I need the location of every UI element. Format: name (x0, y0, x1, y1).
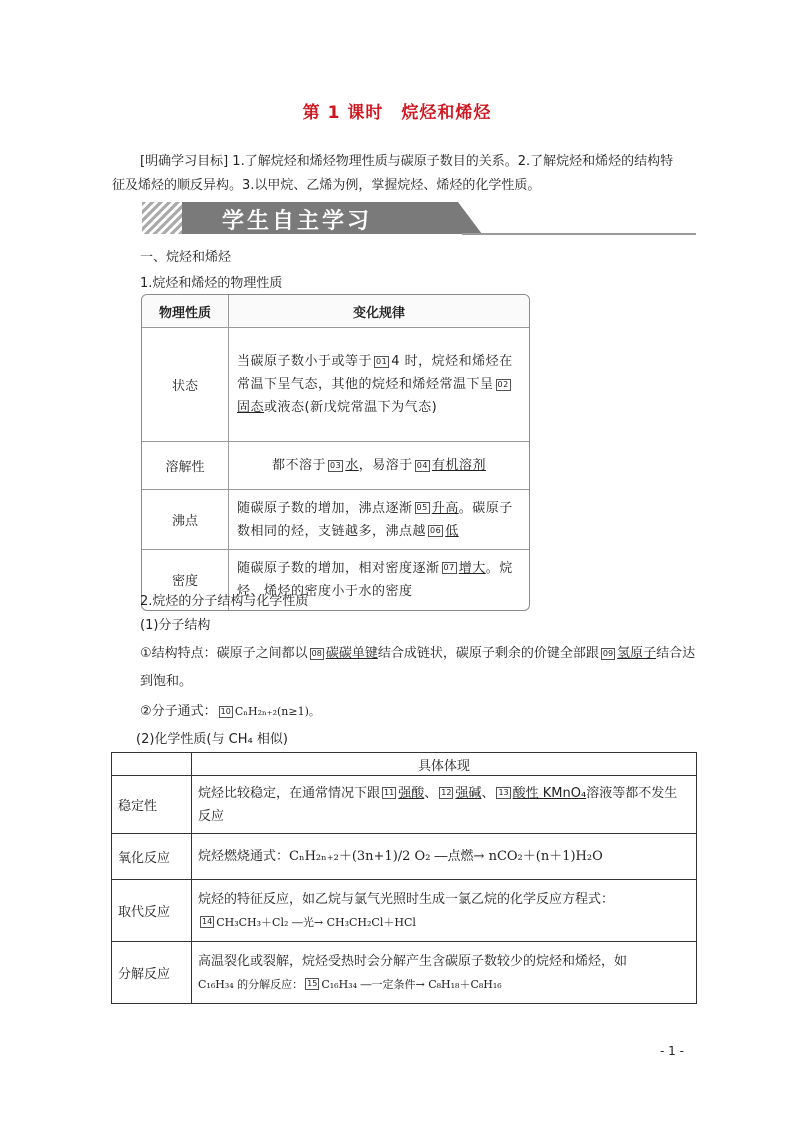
equation: CH₃CH₃＋Cl₂ ―光→ CH₃CH₂Cl＋HCl (216, 915, 416, 929)
row-key: 取代反应 (112, 880, 192, 942)
answer: 强酸 (398, 785, 425, 801)
table-header: 变化规律 (229, 295, 530, 328)
table-row (142, 442, 529, 490)
equation: C₁₆H₃₄ ―一定条件→ C₈H₁₈＋C₈H₁₆ (321, 977, 502, 991)
subsection-heading: 2.烷烃的分子结构与化学性质 (140, 594, 309, 609)
page-number: - 1 - (660, 1044, 684, 1058)
blank-number: 07 (443, 563, 455, 573)
blank-number: 08 (311, 648, 322, 658)
blank-number: 05 (416, 503, 428, 512)
blank-number: 01 (376, 356, 388, 366)
answer: 碳碳单键 (325, 646, 378, 661)
answer: 固态 (237, 400, 265, 415)
row-value: 高温裂化或裂解，烷烃受热时会分解产生含碳原子数较少的烷烃和烯烃，如 C₁₆H₃₄ 的分解反应： 15 C₁₆H₃₄ ―一定条件→ C₈H₁₈＋C₈H₁₆ (192, 942, 697, 1004)
blank-number: 02 (497, 379, 509, 389)
table-row (112, 753, 697, 776)
table-header: 物理性质 (142, 295, 229, 328)
physical-properties-table (141, 294, 530, 611)
row-value: 随碳原子数的增加，沸点逐渐 05 升高。碳原子数相同的烃，支链越多，沸点越 06 低 (229, 490, 530, 550)
blank-number: 03 (330, 460, 342, 470)
answer: 强碱 (455, 785, 482, 801)
banner-rule (462, 233, 696, 235)
answer: 低 (445, 523, 459, 539)
row-value: 随碳原子数的增加，相对密度逐渐 07 增大。烷烃、烯烃的密度小于水的密度 (229, 550, 530, 610)
section-heading: 一、烷烃和烯烃 (140, 250, 232, 265)
row-value: 烷烃比较稳定，在通常情况下跟 11 强酸、 12 强碱、 13 酸性 KMnO₄溶液等都不发生反应 (192, 776, 697, 834)
row-value: 当碳原子数小于或等于 01 4 时，烷烃和烯烃在常温下呈气态，其他的烷烃和烯烃常温下呈 02固态或液态(新戊烷常温下为气态) (229, 328, 530, 442)
row-key: 氧化反应 (112, 834, 192, 880)
blank-number: 06 (430, 526, 442, 535)
table-header: 具体体现 (192, 753, 697, 776)
page-title: 第 1 课时 烷烃和烯烃 (302, 103, 492, 123)
blank-number: 14 (202, 917, 213, 926)
blank-number: 12 (441, 788, 452, 797)
general-formula: CₙH₂ₙ₊₂(n≥1)。 (234, 705, 320, 718)
blank-number: 04 (416, 460, 428, 470)
blank-number: 09 (602, 648, 614, 658)
blank-number: 11 (384, 788, 395, 797)
objectives-text: 1.了解烷烃和烯烃物理性质与碳原子数目的关系。2.了解烷烃和烯烃的结构特征及烯烃的顺反异构。3.以甲烷、乙烯为例，掌握烷烃、烯烃的化学性质。 (112, 154, 674, 193)
row-value: 都不溶于 03 水，易溶于 04 有机溶剂 (229, 442, 530, 490)
banner-text: 学生自主学习 (222, 209, 373, 234)
row-key: 状态 (142, 328, 229, 442)
table-row (112, 834, 697, 880)
structure-paragraph: ①结构特点：碳原子之间都以 08 碳碳单键结合成链状，碳原子剩余的价键全部跟 09 氢原子结合达到饱和。 (140, 646, 696, 689)
learning-objectives (112, 150, 684, 198)
sub-heading: (1)分子结构 (140, 618, 211, 633)
answer: 增大 (458, 560, 486, 576)
chemical-properties-table (111, 752, 697, 1004)
blank-number: 13 (498, 788, 509, 797)
sub-heading: (2)化学性质(与 CH₄ 相似) (136, 732, 288, 747)
section-banner (112, 202, 696, 236)
answer: 水 (345, 458, 359, 473)
formula-line: ②分子通式： 10 CₙH₂ₙ₊₂(n≥1)。 (140, 704, 320, 719)
blank-number: 15 (307, 979, 318, 988)
table-row (112, 880, 697, 942)
answer: 有机溶剂 (431, 458, 486, 473)
row-key: 分解反应 (112, 942, 192, 1004)
table-row (142, 328, 529, 442)
row-key: 溶解性 (142, 442, 229, 490)
row-key: 密度 (142, 550, 229, 610)
objectives-label: [明确学习目标] (140, 154, 229, 169)
table-row (142, 490, 529, 550)
table-row (112, 776, 697, 834)
row-key: 沸点 (142, 490, 229, 550)
row-value: 烷烃燃烧通式：CₙH₂ₙ₊₂＋(3n+1)/2 O₂ ―点燃→ nCO₂＋(n＋1)H₂O (192, 834, 697, 880)
blank-number: 10 (220, 706, 231, 716)
answer: 酸性 KMnO₄ (512, 785, 587, 801)
row-key: 稳定性 (112, 776, 192, 834)
table-row (112, 942, 697, 1004)
subsection-heading: 1.烷烃和烯烃的物理性质 (140, 276, 283, 291)
answer: 氢原子 (617, 646, 657, 661)
answer: 升高 (431, 500, 459, 516)
row-value: 烷烃的特征反应，如乙烷与氯气光照时生成一氯乙烷的化学反应方程式： 14 CH₃CH₃＋Cl₂ ―光→ CH₃CH₂Cl＋HCl (192, 880, 697, 942)
